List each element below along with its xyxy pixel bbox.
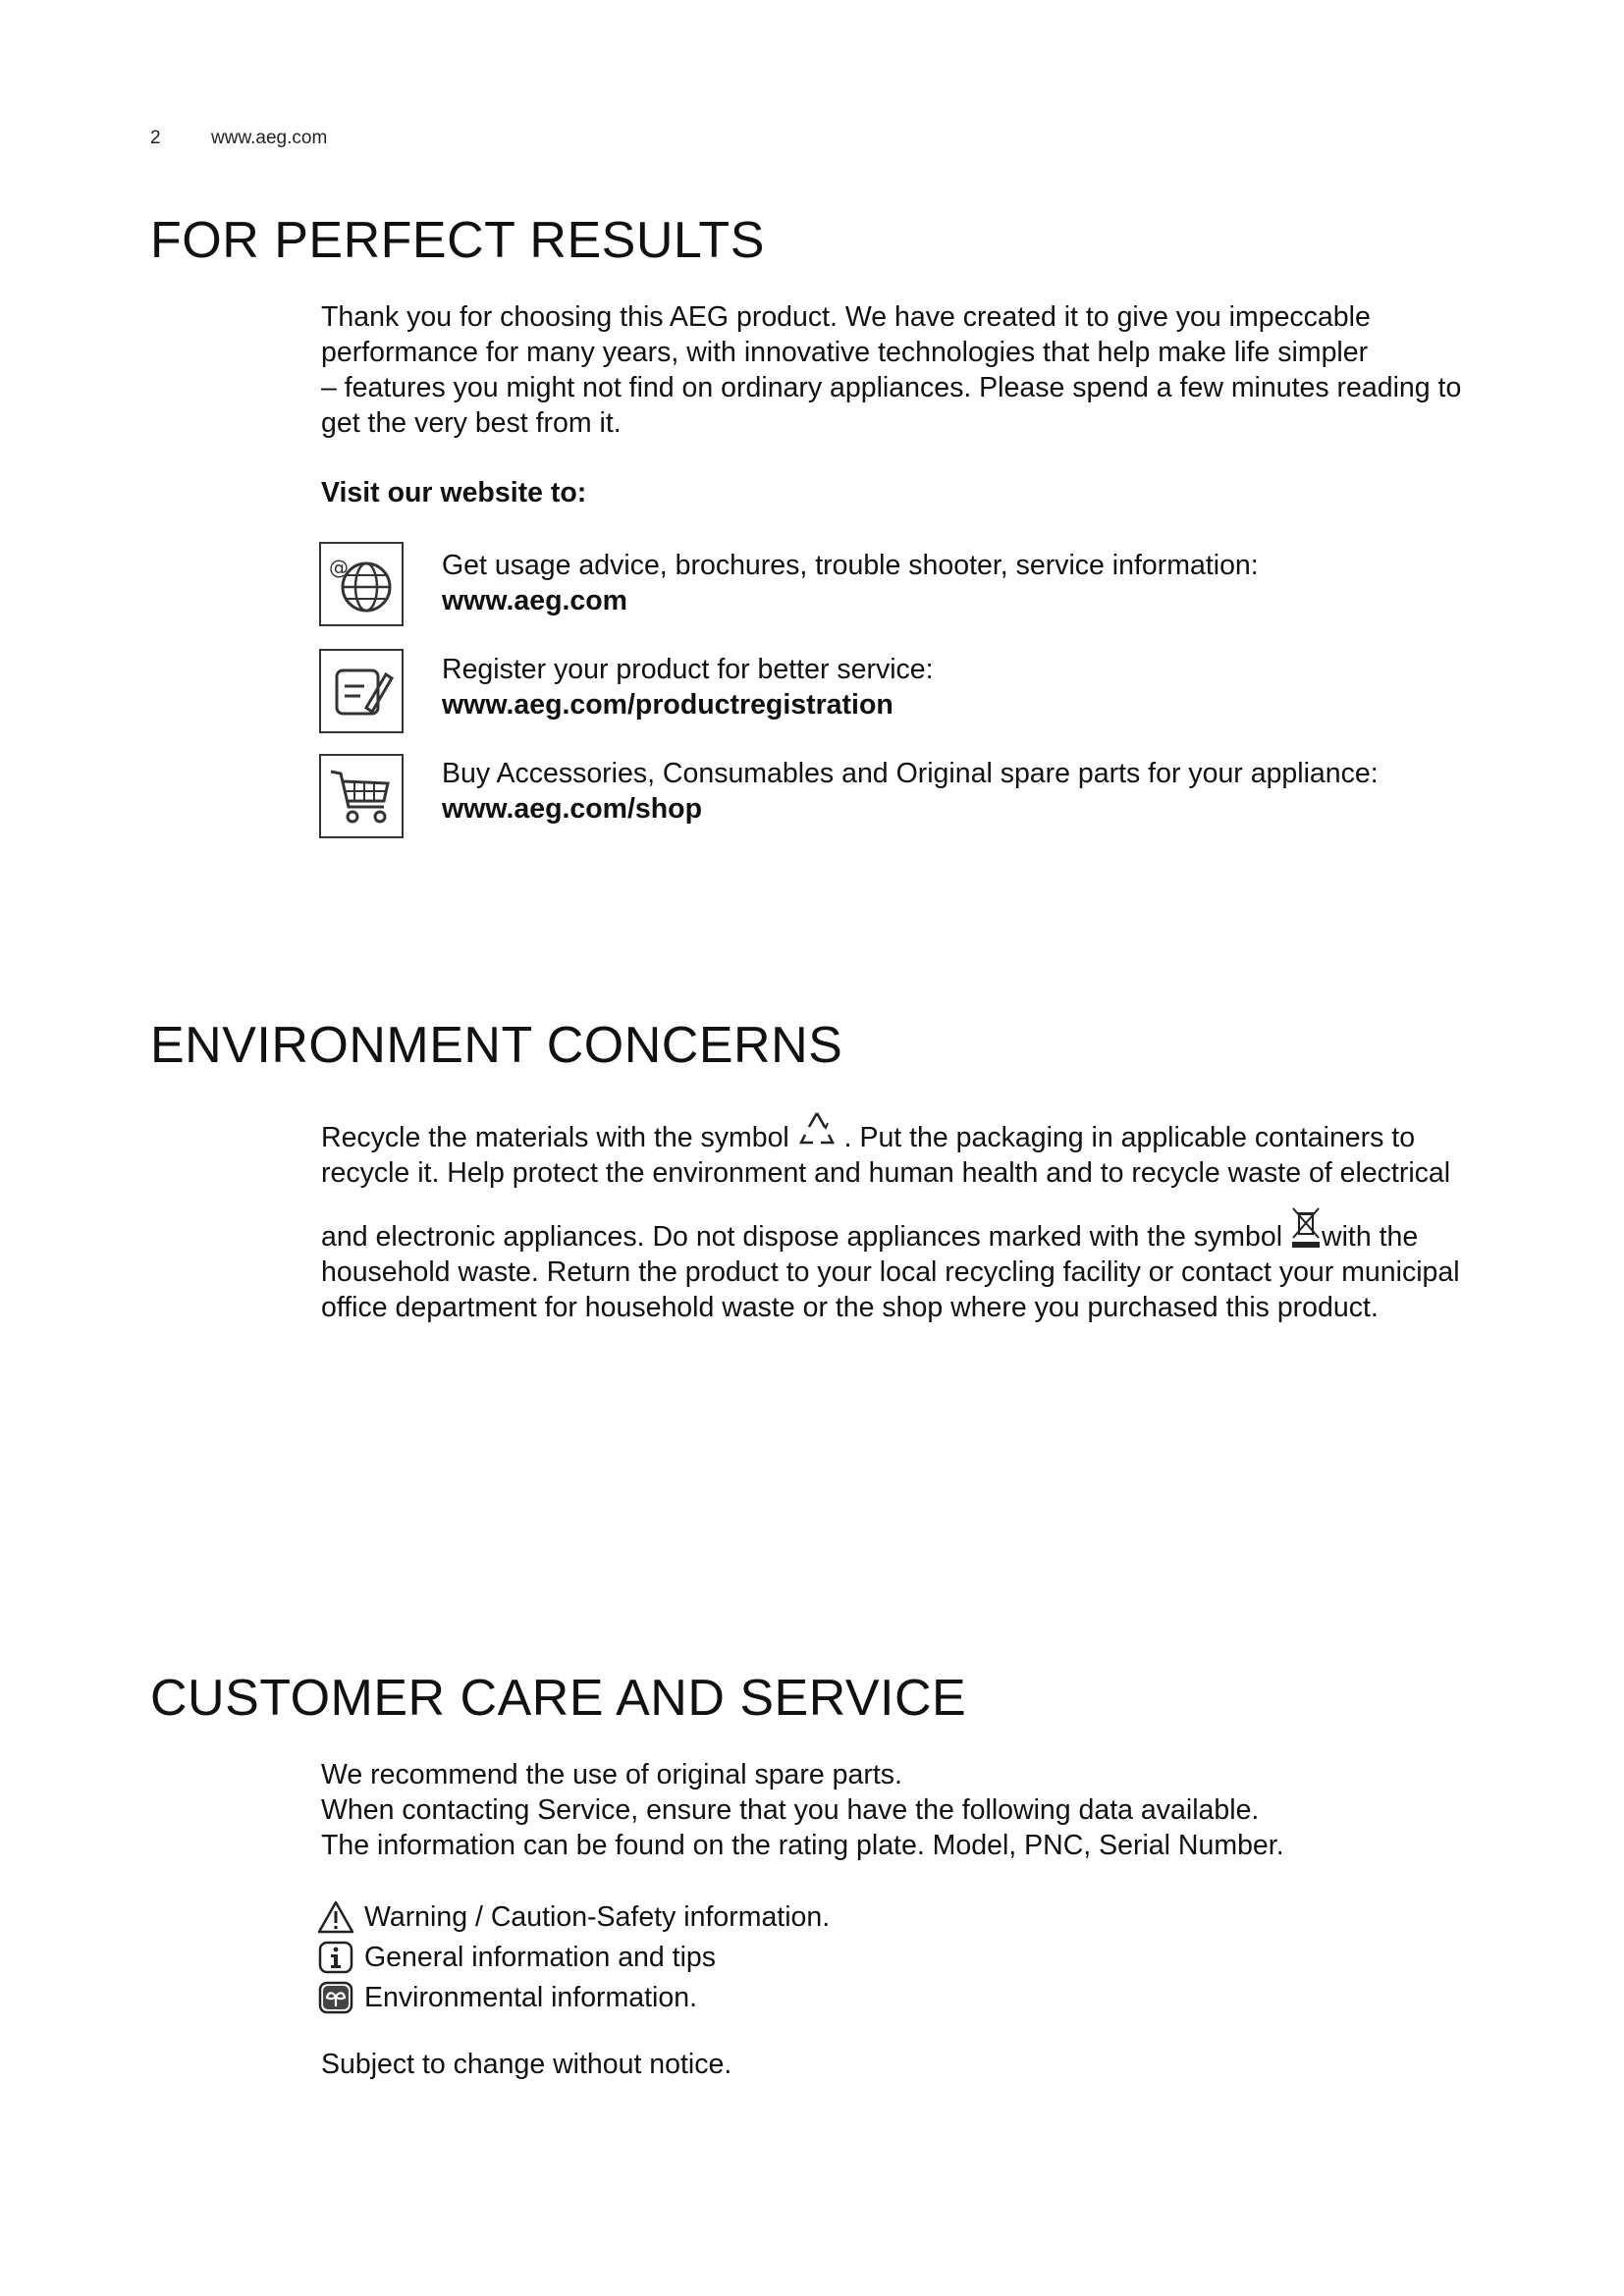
cart-icon-box bbox=[319, 754, 404, 838]
customer-line: We recommend the use of original spare parts. bbox=[321, 1759, 902, 1790]
link-url-shop[interactable]: www.aeg.com/shop bbox=[442, 793, 702, 825]
env-line-5: office department for household waste or the shop where you purchased this product. bbox=[321, 1292, 1379, 1323]
register-icon bbox=[327, 657, 396, 725]
register-icon-box bbox=[319, 649, 404, 733]
globe-icon-box bbox=[319, 542, 404, 626]
recycle-icon bbox=[797, 1109, 837, 1152]
section-title-environment: ENVIRONMENT CONCERNS bbox=[150, 1017, 843, 1074]
customer-paragraph bbox=[321, 1757, 1529, 1863]
env-line-3-b: with the bbox=[1321, 1221, 1419, 1253]
legend-environment bbox=[317, 1980, 697, 2015]
cart-icon bbox=[327, 762, 396, 830]
intro-line: – features you might not find on ordinary appliances. Please spend a few minutes reading to bbox=[321, 372, 1462, 403]
legend-warning-text: Warning / Caution-Safety information. bbox=[364, 1900, 831, 1933]
link-text: Buy Accessories, Consumables and Original spare parts for your appliance: bbox=[442, 758, 1379, 789]
page-header bbox=[150, 128, 327, 149]
legend-environment-text: Environmental information. bbox=[364, 1981, 697, 2013]
env-line-2: recycle it. Help protect the environment and human health and to recycle waste of electrical bbox=[321, 1157, 1451, 1189]
intro-line: Thank you for choosing this AEG product. We have created it to give you impeccable bbox=[321, 301, 1371, 333]
link-text: Get usage advice, brochures, trouble shooter, service information: bbox=[442, 550, 1259, 581]
visit-label: Visit our website to: bbox=[321, 477, 587, 508]
customer-line: The information can be found on the rating plate. Model, PNC, Serial Number. bbox=[321, 1830, 1284, 1861]
link-url-aeg[interactable]: www.aeg.com bbox=[442, 585, 627, 616]
intro-line: get the very best from it. bbox=[321, 407, 622, 439]
environment-paragraph bbox=[321, 1109, 1529, 1325]
section-title-perfect-results: FOR PERFECT RESULTS bbox=[150, 212, 765, 269]
legend-warning bbox=[317, 1899, 830, 1935]
warning-icon bbox=[317, 1899, 354, 1935]
customer-line: When contacting Service, ensure that you have the following data available. bbox=[321, 1794, 1260, 1826]
environment-icon bbox=[317, 1980, 354, 2015]
link-url-registration[interactable]: www.aeg.com/productregistration bbox=[442, 689, 893, 721]
info-icon bbox=[317, 1940, 354, 1975]
legend-info bbox=[317, 1940, 716, 1975]
intro-line: performance for many years, with innovative technologies that help make life simpler bbox=[321, 337, 1369, 368]
header-site[interactable]: www.aeg.com bbox=[211, 128, 328, 148]
page-number: 2 bbox=[150, 128, 161, 148]
section-title-customer-care: CUSTOMER CARE AND SERVICE bbox=[150, 1670, 967, 1727]
svg-text:@: @ bbox=[329, 556, 349, 579]
weee-bin-icon bbox=[1290, 1204, 1322, 1252]
globe-icon bbox=[327, 550, 396, 618]
env-line-3-a: and electronic appliances. Do not dispose appliances marked with the symbol bbox=[321, 1221, 1283, 1253]
link-text: Register your product for better service: bbox=[442, 654, 934, 685]
env-line-4: household waste. Return the product to your local recycling facility or contact your municipal bbox=[321, 1256, 1460, 1288]
env-line-3 bbox=[321, 1204, 1529, 1255]
env-line-1-b: . Put the packaging in applicable containers to bbox=[843, 1122, 1416, 1153]
env-line-1 bbox=[321, 1109, 1529, 1155]
change-notice: Subject to change without notice. bbox=[321, 2049, 732, 2080]
link-row-register bbox=[442, 652, 934, 722]
link-row-usage bbox=[442, 548, 1259, 618]
legend-info-text: General information and tips bbox=[364, 1941, 717, 1973]
intro-paragraph bbox=[321, 299, 1529, 441]
env-line-1-a: Recycle the materials with the symbol bbox=[321, 1122, 789, 1153]
link-row-shop bbox=[442, 756, 1379, 827]
